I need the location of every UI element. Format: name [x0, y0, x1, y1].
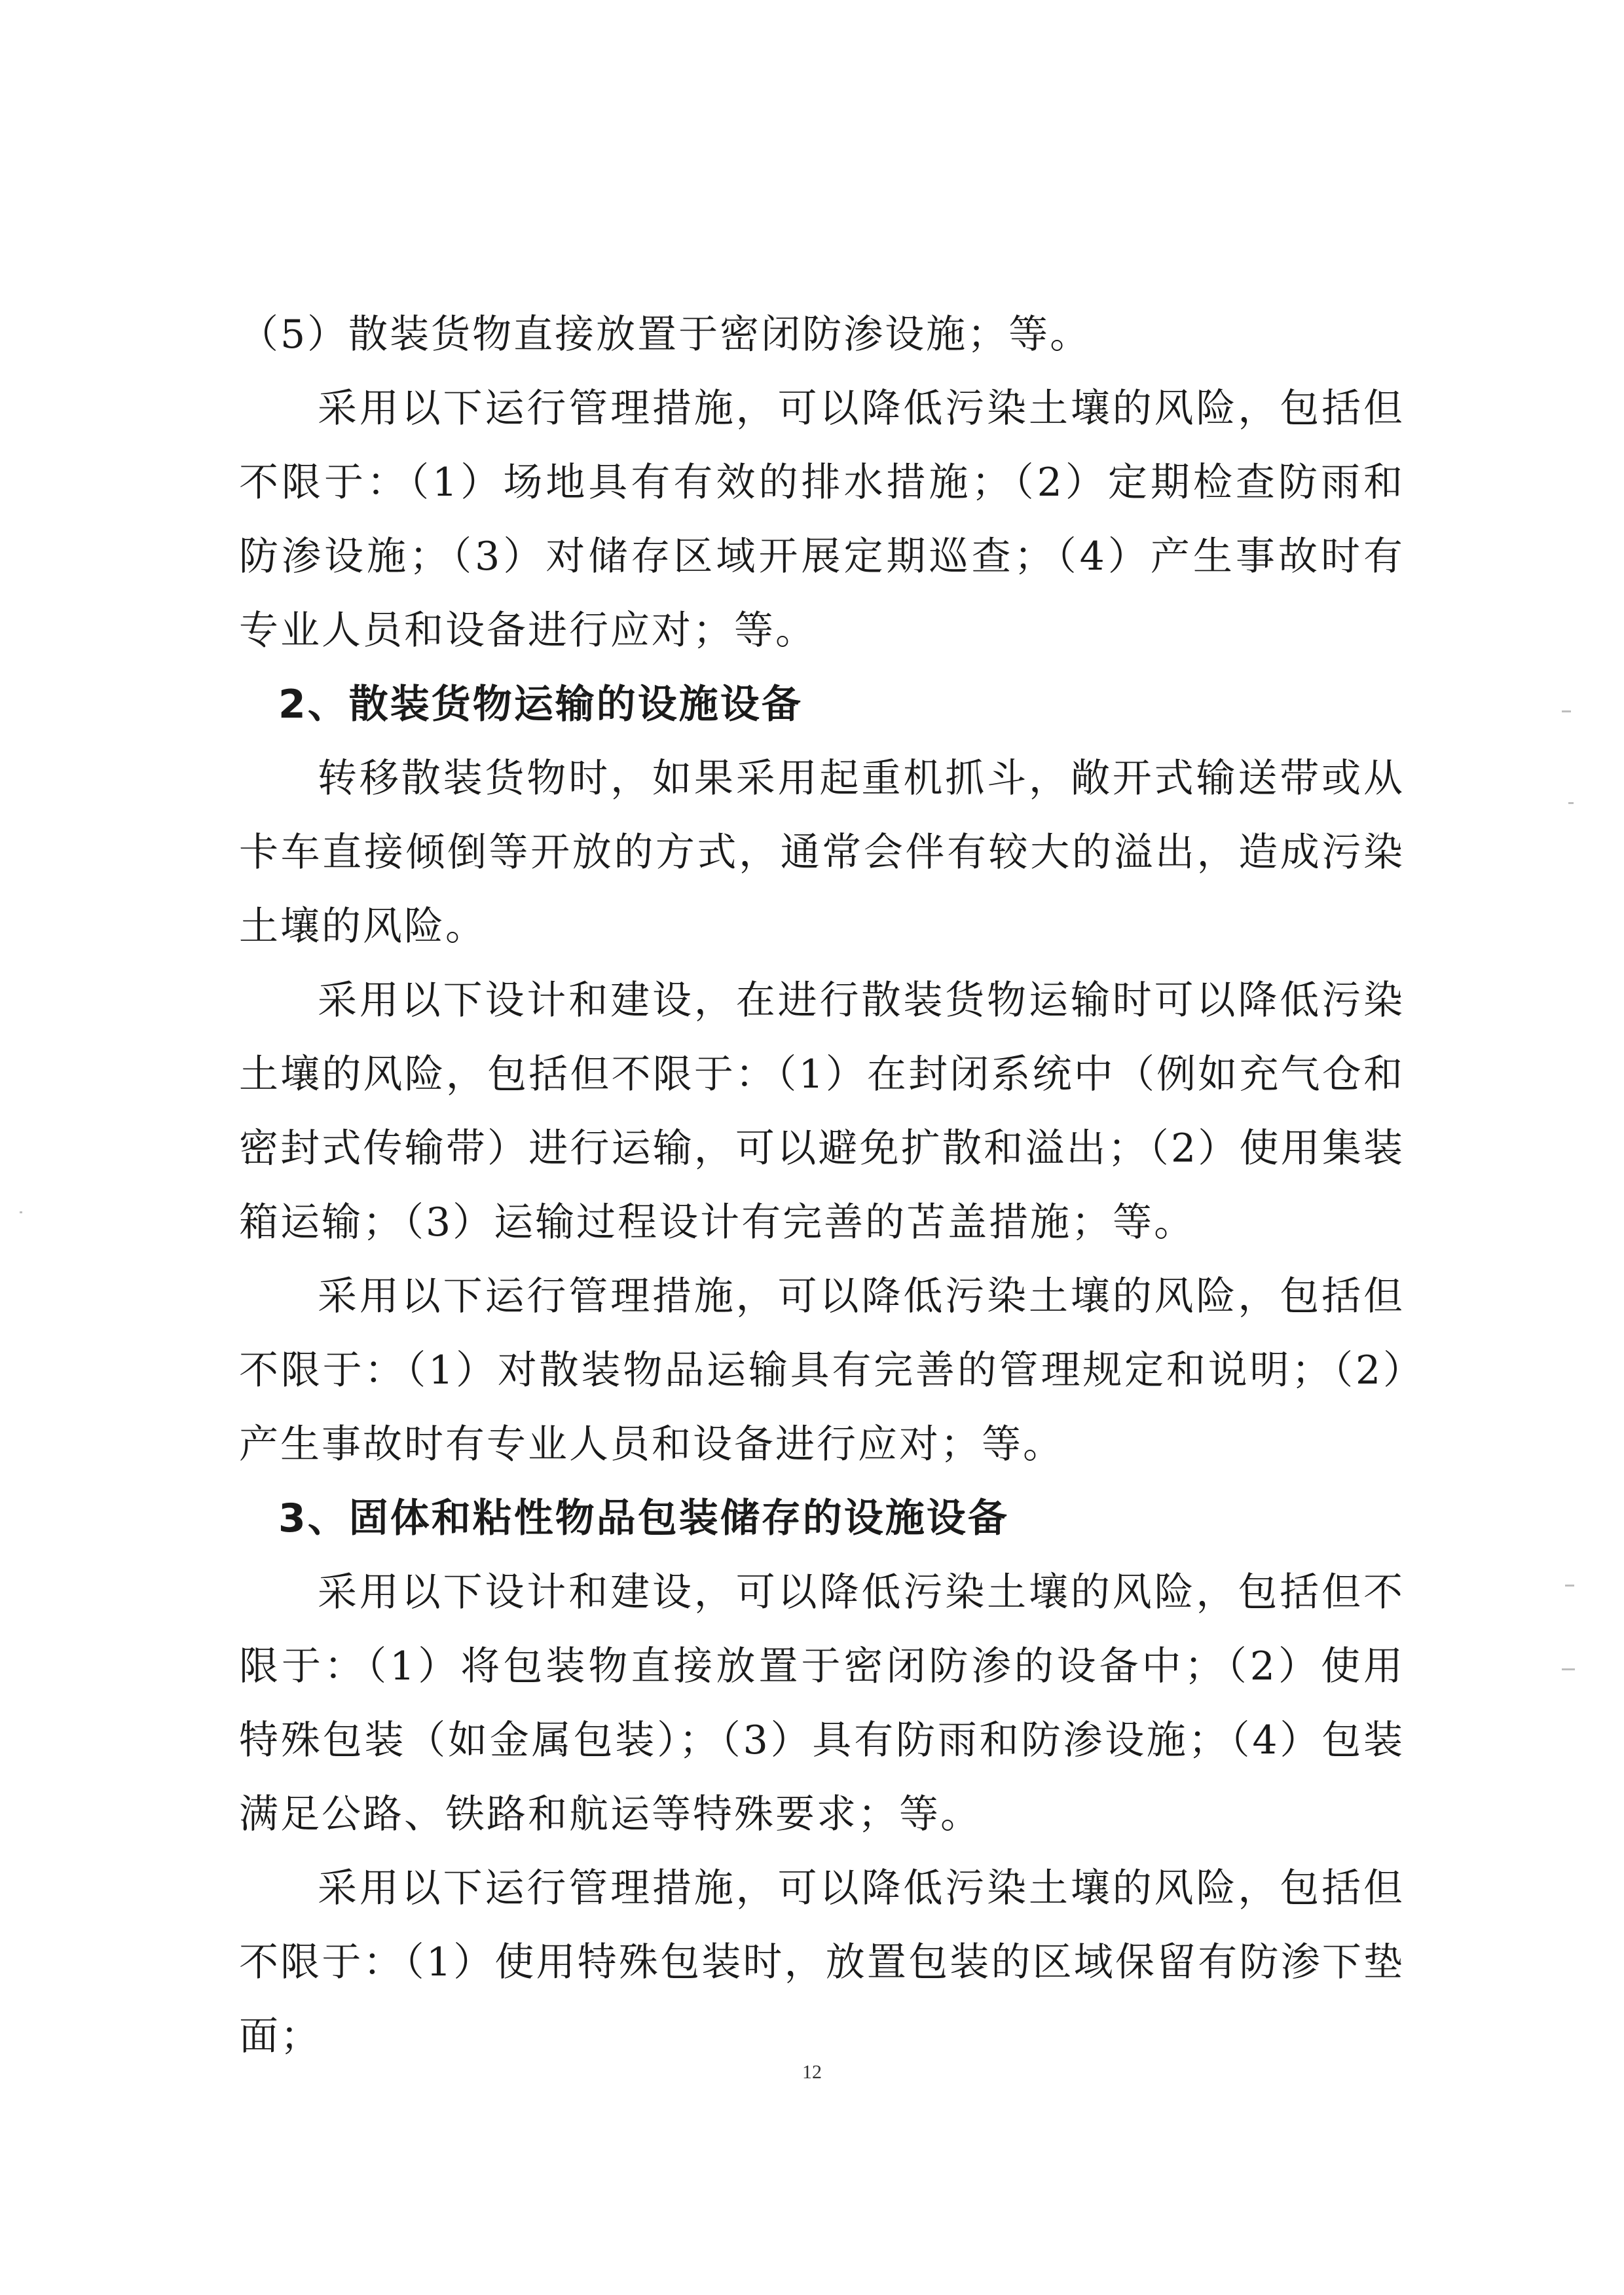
paragraph-storage-management: 采用以下运行管理措施，可以降低污染土壤的风险，包括但不限于：（1）场地具有有效的排水措施；（2）定期检查防雨和防渗设施；（3）对储存区域开展定期巡查；（4）产生事故时有专业人员和设备进行应对；等。: [239, 386, 1405, 653]
scan-speck: [20, 1211, 22, 1213]
paragraph-packaging-design: 采用以下设计和建设，可以降低污染土壤的风险，包括但不限于：（1）将包装物直接放置于密闭防渗的设备中；（2）使用特殊包装（如金属包装）；（3）具有防雨和防渗设施；（4）包装满足公路、铁路和航运等特殊要求；等。: [239, 1570, 1405, 1837]
paragraph-transport-risk: 转移散装货物时，如果采用起重机抓斗，敞开式输送带或从卡车直接倾倒等开放的方式，通常会伴有较大的溢出，造成污染土壤的风险。: [239, 756, 1405, 949]
section-heading-3: 3、固体和粘性物品包装储存的设施设备: [278, 1496, 1009, 1541]
paragraph-item-5: （5）散装货物直接放置于密闭防渗设施；等。: [239, 312, 1092, 358]
paragraph-transport-design: 采用以下设计和建设，在进行散装货物运输时可以降低污染土壤的风险，包括但不限于：（1）在封闭系统中（例如充气仓和密封式传输带）进行运输，可以避免扩散和溢出；（2）使用集装箱运输；（3）运输过程设计有完善的苫盖措施；等。: [239, 978, 1405, 1245]
document-body: [239, 298, 1405, 2074]
scan-speck: [1568, 802, 1574, 804]
scan-speck: [1565, 1585, 1574, 1587]
scan-speck: [1562, 1668, 1575, 1670]
page-number: 12: [802, 2061, 822, 2083]
section-heading-2: 2、散装货物运输的设施设备: [278, 682, 803, 727]
paragraph-transport-management: 采用以下运行管理措施，可以降低污染土壤的风险，包括但不限于：（1）对散装物品运输具有完善的管理规定和说明；（2）产生事故时有专业人员和设备进行应对；等。: [239, 1274, 1405, 1467]
scan-speck: [1562, 710, 1571, 712]
paragraph-packaging-management: 采用以下运行管理措施，可以降低污染土壤的风险，包括但不限于：（1）使用特殊包装时，放置包装的区域保留有防渗下垫面；: [239, 1865, 1405, 2059]
